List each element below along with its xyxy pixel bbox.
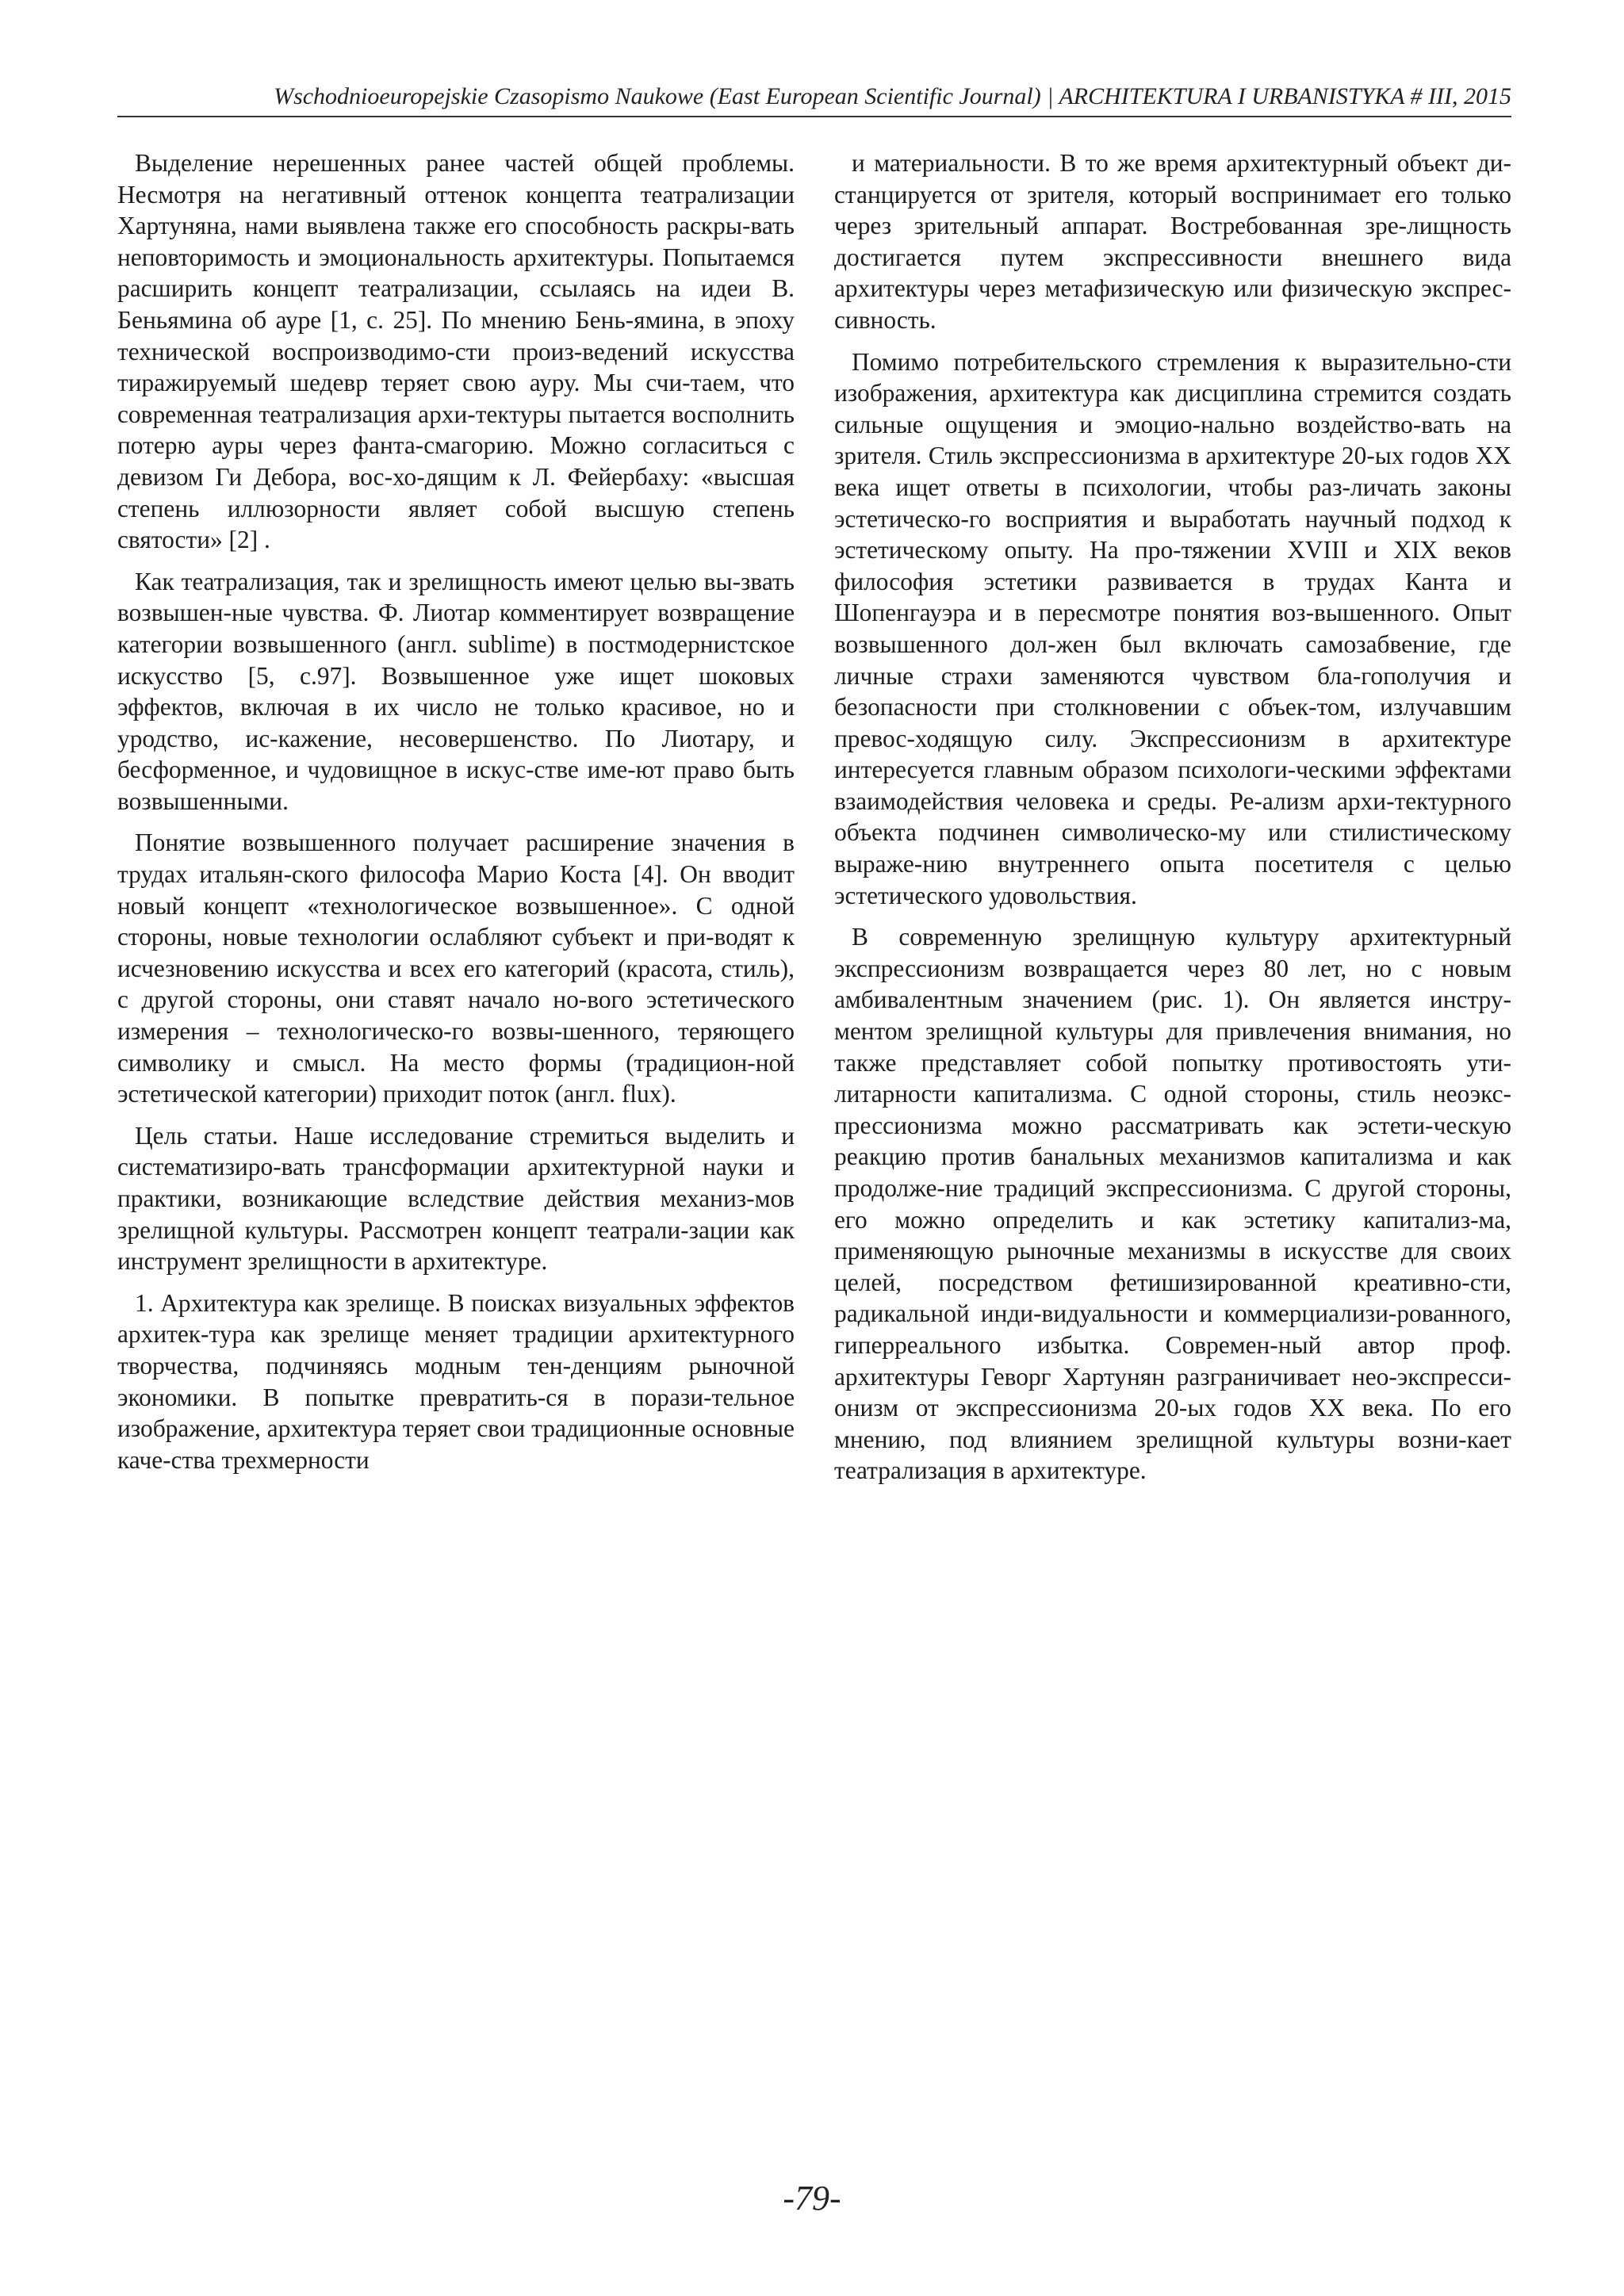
header-separator: |: [1047, 83, 1054, 109]
paragraph: Цель статьи. Наше исследование стремиться выделить и систематизиро-вать трансформации архитектурной науки и практики, возникающие вследствие действия механиз-мов зрелищной культуры. Рассмотрен концепт театрали-зации как инструмент зрелищности в архитектуре.: [117, 1121, 795, 1276]
header-rule: [117, 116, 1511, 117]
page-number: -79-: [783, 2179, 841, 2218]
paragraph: Понятие возвышенного получает расширение значения в трудах итальян-ского философа Марио Коста [4]. Он вводит новый концепт «технологическое возвышенное». С одной стороны, новые технологии ослабляют субъект и при-водят к исчезновению искусства и всех его категорий (красота, стиль), с другой стороны, они ставят начало но-вого эстетического измерения – технологическо-го возвы-шенного, теряющего символику и смысл. На место формы (традицион-ной эстетической категории) приходит поток (англ. flux).: [117, 828, 795, 1108]
paragraph: Помимо потребительского стремления к выразительно-сти изображения, архитектура как дисциплина стремится создать сильные ощущения и эмоцио-нально воздейство-вать на зрителя. Стиль экспрессионизма в архитектуре 20-ых годов ХХ века ищет ответы в психологии, чтобы раз-личать законы эстетическо-го восприятия и выработать научный подход к эстетическому опыту. На про-тяжении XVIII и XIX веков философия эстетики развивается в трудах Канта и Шопенгауэра и в пересмотре понятия воз-вышенного. Опыт возвышенного дол-жен был включать самозабвение, где личные страхи заменяются чувством бла-гополучия и безопасности при столкновении с объек-том, излучавшим превос-ходящую силу. Экспрессионизм в архитектуре интересуется главным образом психологи-ческими эффектами взаимодействия человека и среды. Ре-ализм архи-тектурного объекта подчинен символическо-му или стилистическому выраже-нию внутреннего опыта посетителя с целью эстетического удовольствия.: [834, 347, 1511, 909]
right-column: [834, 147, 1511, 1497]
paragraph: Как театрализация, так и зрелищность имеют целью вы-звать возвышен-ные чувства. Ф. Лиотар комментирует возвращение категории возвышенного (англ. sublime) в постмодернистское искусство [5, с.97]. Возвышенное уже ищет шоковых эффектов, включая в их число не только красивое, но и уродство, ис-кажение, несовершенство. По Лиотару, и бесформенное, и чудовищное в искус-стве име-ют право быть возвышенными.: [117, 567, 795, 815]
section-title: ARCHITEKTURA I URBANISTYKA # III, 2015: [1059, 83, 1511, 109]
running-header: [117, 82, 1511, 111]
paragraph: 1. Архитектура как зрелище. В поисках визуальных эффектов архитек-тура как зрелище меняет традиции архитектурного творчества, подчиняясь модным тен-денциям рыночной экономики. В попытке превратить-ся в порази-тельное изображение, архитектура теряет свои традиционные основные каче-ства трехмерности: [117, 1288, 795, 1474]
paragraph: Выделение нерешенных ранее частей общей проблемы. Несмотря на негативный оттенок концепта театрализации Хартуняна, нами выявлена также его способность раскры-вать неповторимость и эмоциональность архитектуры. Попытаемся расширить концепт театрализации, ссылаясь на идеи В. Беньямина об ауре [1, с. 25]. По мнению Бень-ямина, в эпоху технической воспроизводимо-сти произ-ведений искусства тиражируемый шедевр теряет свою ауру. Мы счи-таем, что современная театрализация архи-тектуры пытается восполнить потерю ауры через фанта-смагорию. Можно согласиться с девизом Ги Дебора, вос-хо-дящим к Л. Фейербаху: «высшая степень иллюзорности являет собой высшую степень святости» [2] .: [117, 149, 795, 554]
paragraph: и материальности. В то же время архитектурный объект ди-станцируется от зрителя, который воспринимает его только через зрительный аппарат. Востребованная зре-лищность достигается путем экспрессивности внешнего вида архитектуры через метафизическую или физическую экспрес-сивность.: [834, 149, 1511, 334]
paragraph: В современную зрелищную культуру архитектурный экспрессионизм возвращается через 80 лет, но с новым амбивалентным значением (рис. 1). Он является инстру-ментом зрелищной культуры для привлечения внимания, но также представляет собой попытку противостоять ути-литарности капитализма. С одной стороны, стиль неоэкс-прессионизма можно рассматривать как эстети-ческую реакцию против банальных механизмов капитализма и как продолже-ние традиций экспрессионизма. С другой стороны, его можно определить и как эстетику капитализ-ма, применяющую рыночные механизмы в искусстве для своих целей, посредством фетишизированной креативно-сти, радикальной инди-видуальности и коммерциализи-рованного, гиперреального избытка. Современ-ный автор проф. архитектуры Геворг Хартунян разграничивает нео-экспресси-онизм от экспрессионизма 20-ых годов ХХ века. По его мнению, под влиянием зрелищной культуры возни-кает театрализация в архитектуре.: [834, 923, 1511, 1485]
left-column: [117, 147, 795, 1486]
journal-title: Wschodnioeuropejskie Czasopismo Naukowe (East European Scientific Journal): [274, 83, 1041, 109]
